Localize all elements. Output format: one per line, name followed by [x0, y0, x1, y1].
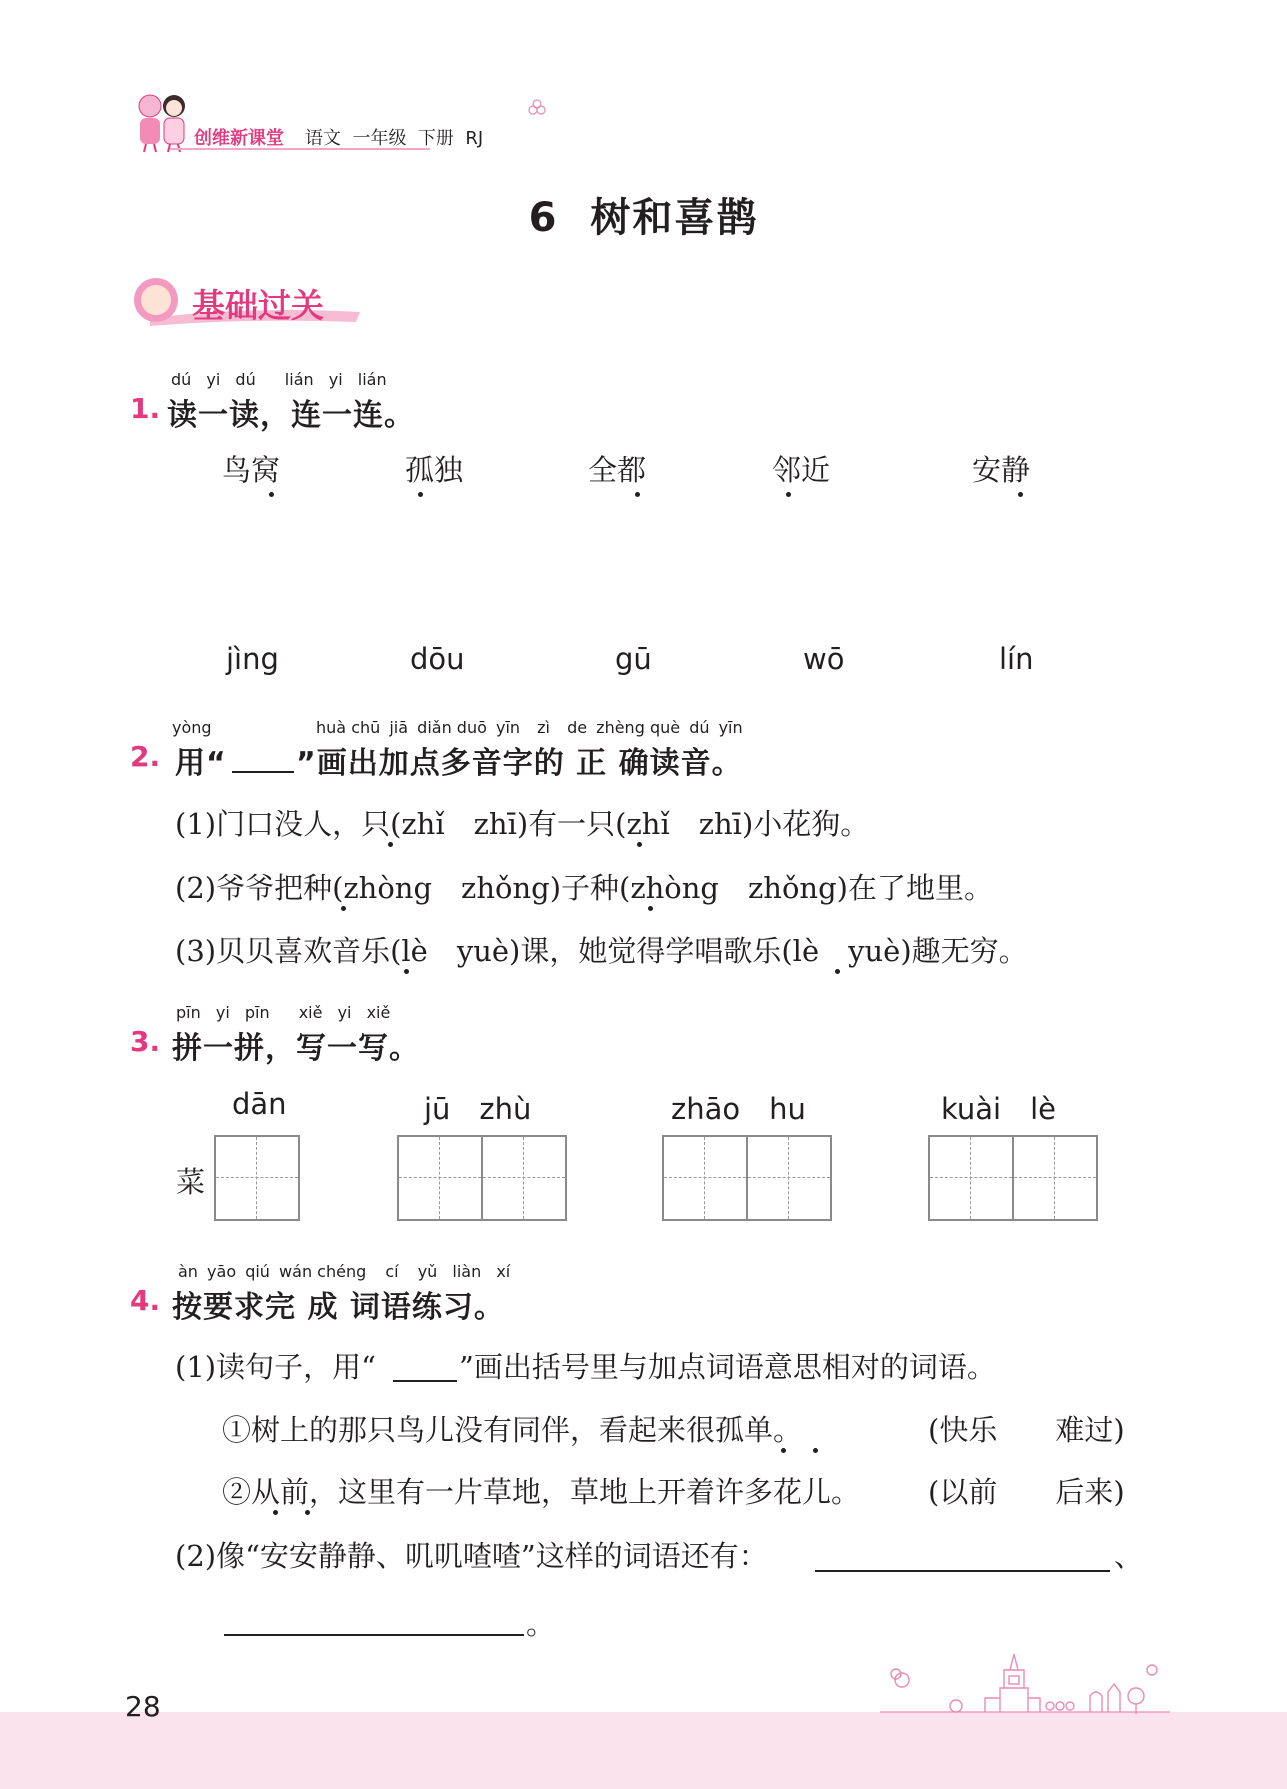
- q1-pinyin-option: dōu: [410, 642, 465, 676]
- q1-pinyin: [171, 370, 387, 389]
- answer-line[interactable]: [815, 1570, 1110, 1572]
- castle-illustration: [880, 1648, 1170, 1718]
- q1-pinyin-option: wō: [803, 642, 845, 676]
- pinyin: lián: [284, 370, 314, 389]
- q2-instruction-a: 用“: [175, 746, 227, 781]
- q2-item-1: (1)门口没人，只(zhǐ zhī)有一只(zhǐ zhī)小花狗。: [175, 807, 870, 841]
- pinyin: yòng: [172, 718, 212, 737]
- emphasis-dot: [418, 492, 423, 497]
- writing-grid[interactable]: [397, 1135, 567, 1221]
- header-brand: 创维新课堂: [194, 128, 284, 149]
- q4-sub1-b: ”画出括号里与加点词语意思相对的词语。: [459, 1350, 996, 1384]
- pinyin: zì: [537, 718, 550, 737]
- q1-word: 全都: [588, 453, 647, 487]
- q3-pinyin-1: dān: [232, 1087, 287, 1121]
- pinyin: lián: [357, 370, 387, 389]
- emphasis-dot: [269, 492, 274, 497]
- pinyin: dú: [235, 370, 256, 389]
- pinyin: liàn: [452, 1262, 482, 1281]
- pinyin: yīn: [495, 718, 521, 737]
- q2-instruction-b: ”画出加点多音字的 正 确读音。: [296, 746, 743, 781]
- emphasis-dot: [388, 842, 393, 847]
- pinyin: yi: [328, 370, 343, 389]
- header-girls-illustration: [128, 88, 198, 154]
- q1-word: 孤独: [405, 453, 464, 487]
- emphasis-dot: [273, 1510, 278, 1515]
- emphasis-dot: [813, 1448, 818, 1453]
- q4-instruction: 按要求完 成 词语练习。: [172, 1290, 505, 1325]
- emphasis-dot: [305, 1510, 310, 1515]
- pinyin: chéng: [317, 1262, 367, 1281]
- q3-pinyin: [176, 1003, 390, 1022]
- emphasis-dot: [781, 1448, 786, 1453]
- emphasis-dot: [404, 969, 409, 974]
- page-title: 6 树和喜鹊: [528, 195, 759, 241]
- pinyin: diǎn: [417, 718, 452, 737]
- q3-pinyin-4: kuài lè: [941, 1092, 1057, 1126]
- pinyin: pīn: [244, 1003, 270, 1022]
- section-title: 基础过关: [192, 286, 324, 325]
- pinyin: xiě: [366, 1003, 391, 1022]
- q1-pinyin-option: jìng: [226, 642, 279, 676]
- q4-options-1[interactable]: (快乐 难过): [928, 1413, 1125, 1447]
- pinyin: cí: [385, 1262, 399, 1281]
- emphasis-dot: [637, 842, 642, 847]
- pinyin: zhèng: [596, 718, 645, 737]
- q3-pinyin-3: zhāo hu: [671, 1092, 806, 1126]
- underline-sample: [232, 771, 294, 773]
- writing-grid[interactable]: [214, 1135, 300, 1221]
- pinyin: jiā: [389, 718, 409, 737]
- footer-band: [0, 1712, 1287, 1789]
- q4-number: 4.: [130, 1284, 161, 1317]
- pinyin: pīn: [176, 1003, 201, 1022]
- pinyin: yǔ: [417, 1262, 438, 1281]
- pinyin: de: [567, 718, 588, 737]
- end-period: 。: [526, 1607, 556, 1641]
- q1-instruction: 读一读，连一连。: [167, 398, 415, 433]
- q2-item-2: (2)爷爷把种(zhòng zhǒng)子种(zhòng zhǒng)在了地里。: [175, 871, 993, 905]
- q4-options-2[interactable]: (以前 后来): [928, 1475, 1125, 1509]
- emphasis-dot: [635, 492, 640, 497]
- pinyin: yīn: [718, 718, 743, 737]
- q3-number: 3.: [130, 1025, 161, 1058]
- q2-number: 2.: [130, 740, 161, 773]
- answer-line[interactable]: [224, 1634, 524, 1636]
- q3-prefix-char: 菜: [176, 1165, 206, 1199]
- q1-word: 安静: [972, 453, 1031, 487]
- emphasis-dot: [341, 906, 346, 911]
- q1-number: 1.: [130, 392, 161, 425]
- q1-pinyin-option: lín: [999, 642, 1034, 676]
- pinyin: qiú: [245, 1262, 270, 1281]
- pinyin: dú: [171, 370, 192, 389]
- pinyin: xí: [496, 1262, 511, 1281]
- writing-grid[interactable]: [662, 1135, 832, 1221]
- emphasis-dot: [786, 492, 791, 497]
- q4-sub2: (2)像“安安静静、叽叽喳喳”这样的词语还有：: [175, 1539, 768, 1573]
- pinyin: yāo: [207, 1262, 237, 1281]
- emphasis-dot: [648, 906, 653, 911]
- q2-item-3: (3)贝贝喜欢音乐(lè yuè)课，她觉得学唱歌乐(lè yuè)趣无穷。: [175, 934, 1028, 968]
- q1-word: 邻近: [772, 453, 831, 487]
- q3-instruction: 拼一拼，写一写。: [172, 1031, 420, 1066]
- q2-pinyin: [316, 718, 743, 737]
- pinyin: àn: [178, 1262, 198, 1281]
- q4-sentence-1: ①树上的那只鸟儿没有同伴，看起来很孤单。: [222, 1413, 803, 1447]
- emphasis-dot: [1018, 492, 1023, 497]
- pinyin: xiě: [298, 1003, 323, 1022]
- pinyin: què: [649, 718, 681, 737]
- page-number: 28: [125, 1690, 161, 1723]
- flower-icon: [527, 98, 547, 118]
- pinyin: huà: [316, 718, 347, 737]
- pinyin: chū: [351, 718, 381, 737]
- q4-sub1-a: (1)读句子，用“: [175, 1350, 376, 1384]
- writing-grid[interactable]: [928, 1135, 1098, 1221]
- header-book-info: 语文 一年级 下册 RJ: [305, 128, 484, 149]
- q3-pinyin-2: jū zhù: [424, 1092, 532, 1126]
- pinyin: wán: [279, 1262, 313, 1281]
- pinyin: dú: [689, 718, 710, 737]
- q4-pinyin: [178, 1262, 510, 1281]
- pinyin: yi: [215, 1003, 230, 1022]
- pinyin: duō: [456, 718, 487, 737]
- q4-sentence-2: ②从前，这里有一片草地，草地上开着许多花儿。: [222, 1475, 861, 1509]
- pinyin: yi: [337, 1003, 352, 1022]
- underline-sample: [393, 1380, 457, 1382]
- separator: 、: [1114, 1539, 1144, 1573]
- q1-word: 鸟窝: [222, 453, 281, 487]
- pinyin: yi: [206, 370, 221, 389]
- emphasis-dot: [835, 969, 840, 974]
- q1-pinyin-option: gū: [615, 642, 652, 676]
